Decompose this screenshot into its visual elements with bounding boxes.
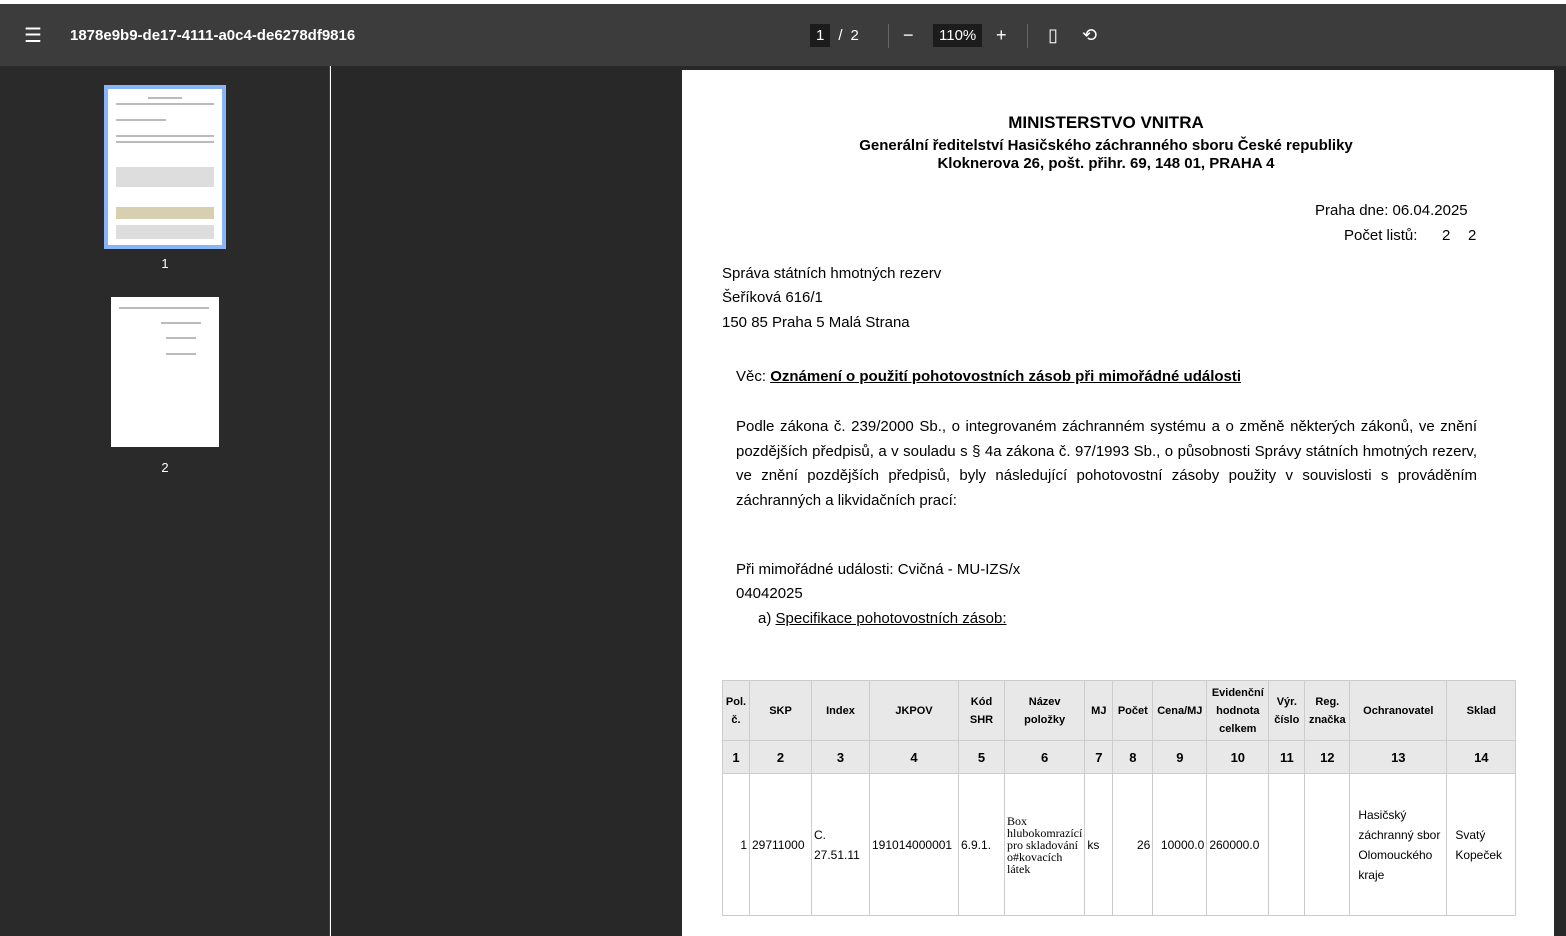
thumbnail-label: 1: [161, 256, 169, 271]
column-header: Cena/MJ: [1153, 681, 1207, 741]
column-number: 7: [1085, 741, 1113, 774]
fit-page-icon[interactable]: ▯: [1048, 24, 1058, 45]
page-number-input[interactable]: 1: [810, 24, 830, 47]
table-cell: [1269, 774, 1305, 916]
column-header: Kód SHR: [959, 681, 1005, 741]
column-header: Index: [812, 681, 870, 741]
sheets-value: 2: [1442, 227, 1451, 244]
column-number: 4: [870, 741, 959, 774]
zoom-out-icon[interactable]: −: [903, 24, 914, 45]
column-number: 1: [723, 741, 750, 774]
date: Praha dne: 06.04.2025: [1315, 202, 1468, 219]
column-number: 11: [1269, 741, 1305, 774]
toolbar: [0, 4, 1566, 66]
rotate-icon[interactable]: ⟲: [1082, 24, 1098, 45]
column-number: 14: [1447, 741, 1516, 774]
event: Při mimořádné události: Cvičná - MU-IZS/x: [736, 561, 1021, 578]
menu-icon[interactable]: ☰: [24, 24, 42, 47]
thumbnail-label: 2: [161, 460, 169, 475]
table-cell: 260000.0: [1207, 774, 1269, 916]
event-id: 04042025: [736, 585, 803, 602]
table-cell: 10000.0: [1153, 774, 1207, 916]
column-number: 2: [750, 741, 812, 774]
table-cell: 26: [1113, 774, 1153, 916]
recipient-line: 150 85 Praha 5 Malá Strana: [722, 314, 910, 331]
column-number: 8: [1113, 741, 1153, 774]
column-header: JKPOV: [870, 681, 959, 741]
table-cell: Svatý Kopeček: [1447, 774, 1516, 916]
column-number: 3: [812, 741, 870, 774]
column-header: Reg. značka: [1305, 681, 1350, 741]
table-cell: [1305, 774, 1350, 916]
body-paragraph: Podle zákona č. 239/2000 Sb., o integrovaném záchranném systému a o změně některých zákonů, ve znění pozdějších předpisů, a v souladu s § 4a zákona č. 97/1993 Sb., o působnosti Správy státních hmotných rezerv, ve znění pozdějších předpisů, byly následující pohotovostní zásoby použity v souvislosti s prováděním záchranných a likvidačních prací:: [736, 418, 1477, 509]
column-number: 9: [1153, 741, 1207, 774]
table-cell: Hasičský záchranný sbor Olomouckého kraje: [1350, 774, 1447, 916]
column-header: Ochranovatel: [1350, 681, 1447, 741]
heading-directorate: Generální ředitelství Hasičského záchranného sboru České republiky: [859, 137, 1353, 154]
spec-heading: Specifikace pohotovostních zásob:: [775, 610, 1007, 627]
heading-address: Kloknerova 26, pošt. přihr. 69, 148 01, PRAHA 4: [937, 155, 1275, 172]
supplies-table: [722, 680, 1516, 916]
recipient-line: Správa státních hmotných rezerv: [722, 265, 942, 282]
column-header: SKP: [750, 681, 812, 741]
column-number: 13: [1350, 741, 1447, 774]
zoom-in-icon[interactable]: +: [996, 24, 1007, 45]
column-header: Počet: [1113, 681, 1153, 741]
column-header: Evidenční hodnota celkem: [1207, 681, 1269, 741]
sheets-count: 2: [1468, 227, 1477, 244]
subject-label: Věc:: [736, 368, 767, 385]
spec-prefix: a): [758, 610, 772, 627]
page-thumbnail-1[interactable]: [108, 89, 222, 245]
table-cell: 6.9.1.: [959, 774, 1005, 916]
column-header: Název položky: [1005, 681, 1085, 741]
table-cell: ks: [1085, 774, 1113, 916]
column-header: MJ: [1085, 681, 1113, 741]
page-separator: /: [838, 26, 843, 44]
page-thumbnail-2[interactable]: [111, 297, 219, 447]
table-cell: C. 27.51.11: [812, 774, 870, 916]
table-cell: 29711000: [750, 774, 812, 916]
column-number: 5: [959, 741, 1005, 774]
table-cell: Box hlubokomrazící pro skladování o#kovacích látek: [1005, 774, 1085, 916]
column-number: 12: [1305, 741, 1350, 774]
column-number: 10: [1207, 741, 1269, 774]
column-number: 6: [1005, 741, 1085, 774]
recipient-line: Šeříková 616/1: [722, 289, 823, 306]
column-header: Sklad: [1447, 681, 1516, 741]
zoom-input[interactable]: 110%: [933, 24, 982, 47]
total-pages: 2: [850, 26, 859, 44]
heading-ministry: MINISTERSTVO VNITRA: [1008, 113, 1204, 132]
sheets-label: Počet listů:: [1344, 227, 1418, 244]
table-cell: 1: [723, 774, 750, 916]
subject: Oznámení o použití pohotovostních zásob při mimořádné události: [770, 368, 1242, 385]
column-header: Výr. číslo: [1269, 681, 1305, 741]
column-header: Pol. č.: [723, 681, 750, 741]
pdf-page: [682, 70, 1554, 936]
table-cell: 191014000001: [870, 774, 959, 916]
document-title: 1878e9b9-de17-4111-a0c4-de6278df9816: [70, 26, 356, 44]
